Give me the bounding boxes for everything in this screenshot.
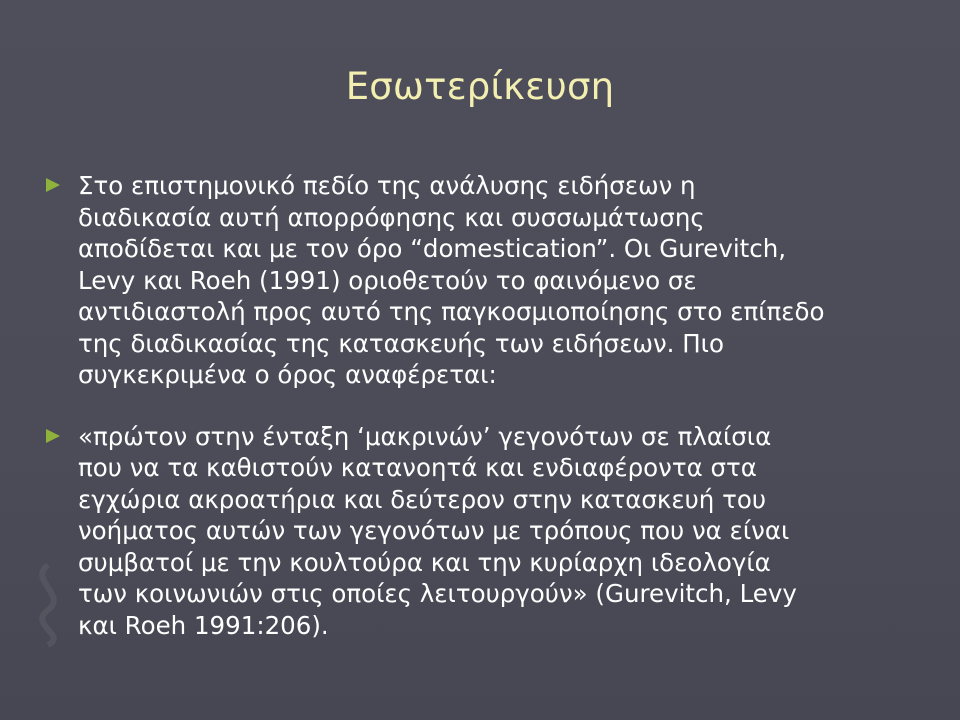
bullet-line: Στο επιστημονικό πεδίο της ανάλυσης ειδήσεων η bbox=[78, 171, 696, 200]
bullet-line: συγκεκριμένα ο όρος αναφέρεται: bbox=[78, 360, 497, 389]
bullet-item bbox=[40, 170, 920, 391]
bullet-line: νοήματος αυτών των γεγονότων με τρόπους που να είναι bbox=[78, 516, 790, 545]
bullet-line: των κοινωνιών στις οποίες λειτουργούν» (Gurevitch, Levy bbox=[78, 579, 797, 608]
green-arrow-bullet-icon bbox=[46, 429, 60, 443]
bullet-line: που να τα καθιστούν κατανοητά και ενδιαφέροντα στα bbox=[78, 453, 757, 482]
green-arrow-bullet-icon bbox=[46, 178, 60, 192]
bullet-item bbox=[40, 421, 920, 642]
slide-body bbox=[40, 170, 920, 641]
bullet-line: Levy και Roeh (1991) οριοθετούν το φαινόμενο σε bbox=[78, 265, 697, 295]
slide-title: Εσωτερίκευση bbox=[345, 65, 615, 108]
bullet-line: εγχώρια ακροατήρια και δεύτερον στην κατασκευή του bbox=[78, 484, 766, 514]
bullet-line: «πρώτον στην ένταξη ‘μακρινών’ γεγονότων σε πλαίσια bbox=[78, 421, 772, 451]
bullet-line: αποδίδεται και με τον όρο “domestication”. Οι Gurevitch, bbox=[78, 234, 787, 263]
bullet-line: και Roeh 1991:206). bbox=[78, 610, 329, 640]
bullet-line: συμβατοί με την κουλτούρα και την κυρίαρχη ιδεολογία bbox=[78, 547, 771, 577]
bullet-line: διαδικασία αυτή απορρόφησης και συσσωμάτωσης bbox=[78, 202, 705, 232]
bullet-line: αντιδιαστολή προς αυτό της παγκοσμιοποίησης στο επίπεδο bbox=[78, 297, 825, 326]
bullet-line: της διαδικασίας της κατασκευής των ειδήσεων. Πιο bbox=[78, 328, 724, 358]
